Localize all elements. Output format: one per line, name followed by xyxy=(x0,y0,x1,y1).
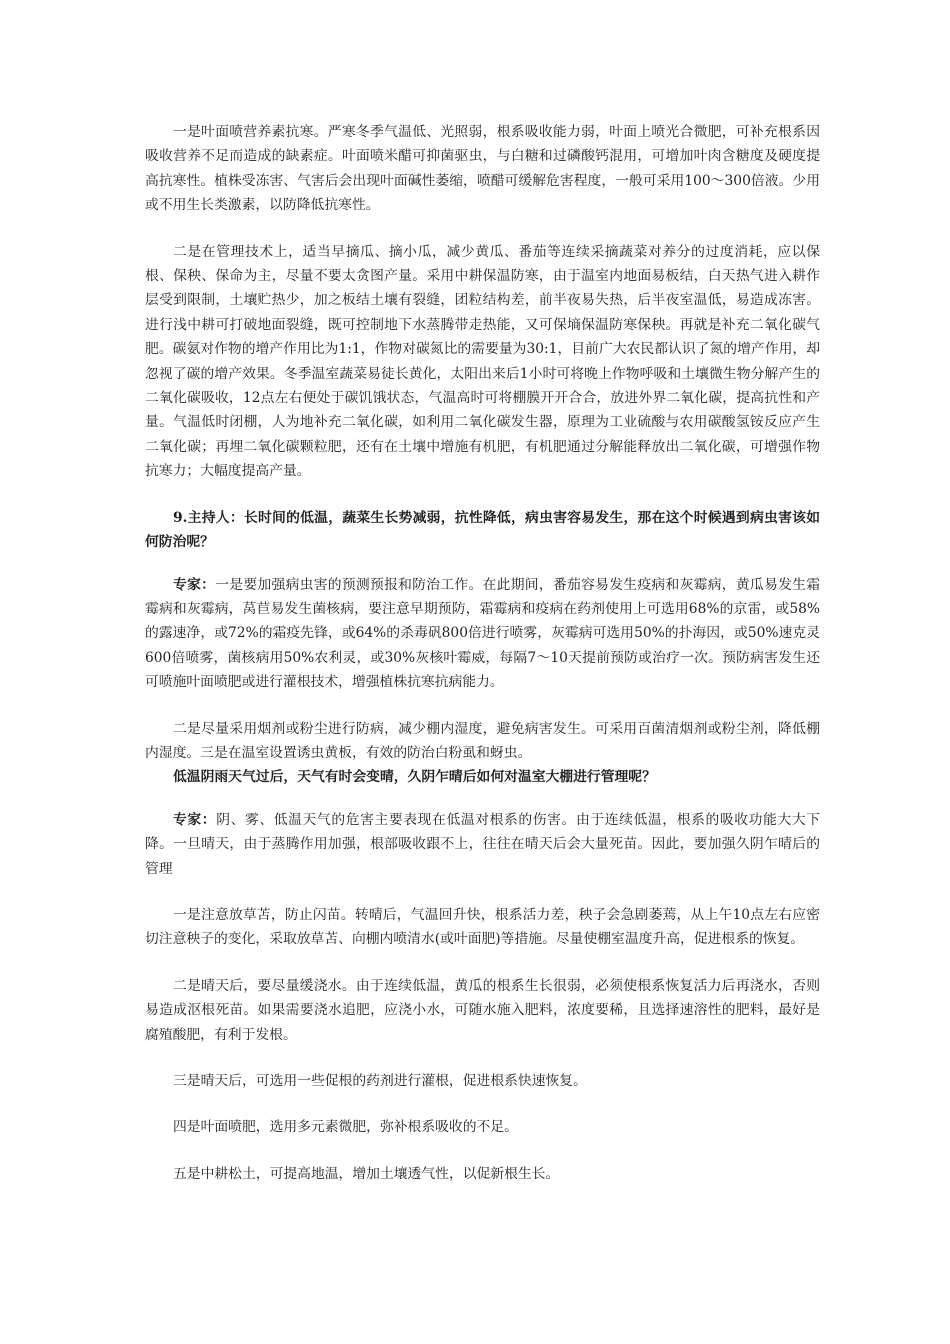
answer-10-point-2: 二是晴天后，要尽量缓浇水。由于连续低温，黄瓜的根系生长很弱，必须使根系恢复活力后再浇水，否则易造成沤根死苗。如果需要浇水追肥，应浇小水，可随水施入肥料，浓度要稀，且选择速溶性的肥料，最好是腐殖酸肥，有利于发根。 xyxy=(145,977,820,1043)
answer-10-intro-text: 阴、雾、低温天气的危害主要表现在低温对根系的伤害。由于连续低温，根系的吸收功能大大下降。一旦晴天，由于蒸腾作用加强，根部吸收跟不上，往往在晴天后会大量死苗。因此，要加强久阴乍晴后的管理 xyxy=(145,811,821,877)
spacer xyxy=(145,555,820,573)
spacer xyxy=(145,790,820,808)
document-body xyxy=(145,120,820,1186)
expert-label: 专家： xyxy=(173,576,216,593)
answer-9-text: 一是要加强病虫害的预测预报和防治工作。在此期间，番茄容易发生疫病和灰霉病，黄瓜易发生霜霉病和灰霉病，莴苣易发生菌核病，要注意早期预防，霜霉病和疫病在药剂使用上可选用68%的京雷，或58%的露速净，或72%的霜疫先锋，或64%的杀毒矾800倍进行喷雾，灰霉病可选用50%的扑海因，或50%速克灵600倍喷雾，菌核病用50%农利灵，或30%灰核叶霉威，每隔7～10天提前预防或治疗一次。预防病害发生还可喷施叶面喷肥或进行灌根技术，增强植株抗寒抗病能力。 xyxy=(145,576,821,691)
spacer xyxy=(145,1047,820,1069)
answer-10-point-4: 四是叶面喷肥，选用多元素微肥，弥补根系吸收的不足。 xyxy=(173,1119,518,1136)
spacer xyxy=(145,1140,820,1162)
question-9: 9.主持人：长时间的低温，蔬菜生长势减弱，抗性降低，病虫害容易发生，那在这个时候遇到病虫害该如何防治呢？ xyxy=(145,509,820,551)
spacer xyxy=(145,484,820,506)
answer-9-part-1 xyxy=(145,573,820,695)
paragraph-management-techniques: 二是在管理技术上，适当早摘瓜、摘小瓜，减少黄瓜、番茄等连续采摘蔬菜对养分的过度消耗，应以保根、保秧、保命为主，尽量不要太贪图产量。采用中耕保温防寒，由于温室内地面易板结，白天热气进入耕作层受到限制，土壤贮热少，加之板结土壤有裂缝，团粒结构差，前半夜易失热，后半夜室温低，易造成冻害。进行浅中耕可打破地面裂缝，既可控制地下水蒸腾带走热能，又可保墒保温防寒保秧。再就是补充二氧化碳气肥。碳氨对作物的增产作用比为1:1，作物对碳氮比的需要量为30:1，目前广大农民都认识了氮的增产作用，却忽视了碳的增产效果。冬季温室蔬菜易徒长黄化，太阳出来后1小时可将晚上作物呼吸和土壤微生物分解产生的二氧化碳吸收，12点左右便处于碳饥饿状态，气温高时可将棚膜开开合合，放进外界二氧化碳，提高抗性和产量。气温低时闭棚，人为地补充二氧化碳，如利用二氧化碳发生器，原理为工业硫酸与农用碳酸氢铵反应产生二氧化碳；再埋二氧化碳颗粒肥，还有在土壤中增施有机肥，有机肥通过分解能释放出二氧化碳，可增强作物抗寒力；大幅度提高产量。 xyxy=(145,243,820,480)
paragraph-foliar-nutrients: 一是叶面喷营养素抗寒。严寒冬季气温低、光照弱，根系吸收能力弱，叶面上喷光合微肥，可补充根系因吸收营养不足而造成的缺素症。叶面喷米醋可抑菌驱虫，与白糖和过磷酸钙混用，可增加叶肉含糖度及硬度提高抗寒性。植株受冻害、气害后会出现叶面碱性萎缩，喷醋可缓解危害程度，一般可采用100～300倍液。少用或不用生长类激素，以防降低抗寒性。 xyxy=(145,124,820,214)
answer-10-point-5: 五是中耕松土，可提高地温，增加土壤透气性，以促新根生长。 xyxy=(173,1165,560,1182)
answer-10-point-3: 三是晴天后，可选用一些促根的药剂进行灌根，促进根系快速恢复。 xyxy=(173,1073,587,1089)
spacer xyxy=(145,218,820,240)
expert-label: 专家： xyxy=(173,811,217,828)
answer-9-part-2: 二是尽量采用烟剂或粉尘进行防病，减少棚内湿度，避免病害发生。可采用百菌清烟剂或粉尘剂，降低棚内湿度。三是在温室设置诱虫黄板，有效的防治白粉虱和蚜虫。 xyxy=(145,720,820,761)
spacer xyxy=(145,1093,820,1115)
answer-10-intro xyxy=(145,808,820,881)
answer-10-point-1: 一是注意放草苫，防止闪苗。转晴后，气温回升快，根系活力差，秧子会急剧萎蔫，从上午10点左右应密切注意秧子的变化，采取放草苫、向棚内喷清水(或叶面肥)等措施。尽量使棚室温度升高，促进根系的恢复。 xyxy=(145,906,820,948)
spacer xyxy=(145,952,820,974)
spacer xyxy=(145,695,820,717)
spacer xyxy=(145,881,820,903)
question-10: 低温阴雨天气过后，天气有时会变晴，久阴乍晴后如何对温室大棚进行管理呢？ xyxy=(173,769,656,786)
